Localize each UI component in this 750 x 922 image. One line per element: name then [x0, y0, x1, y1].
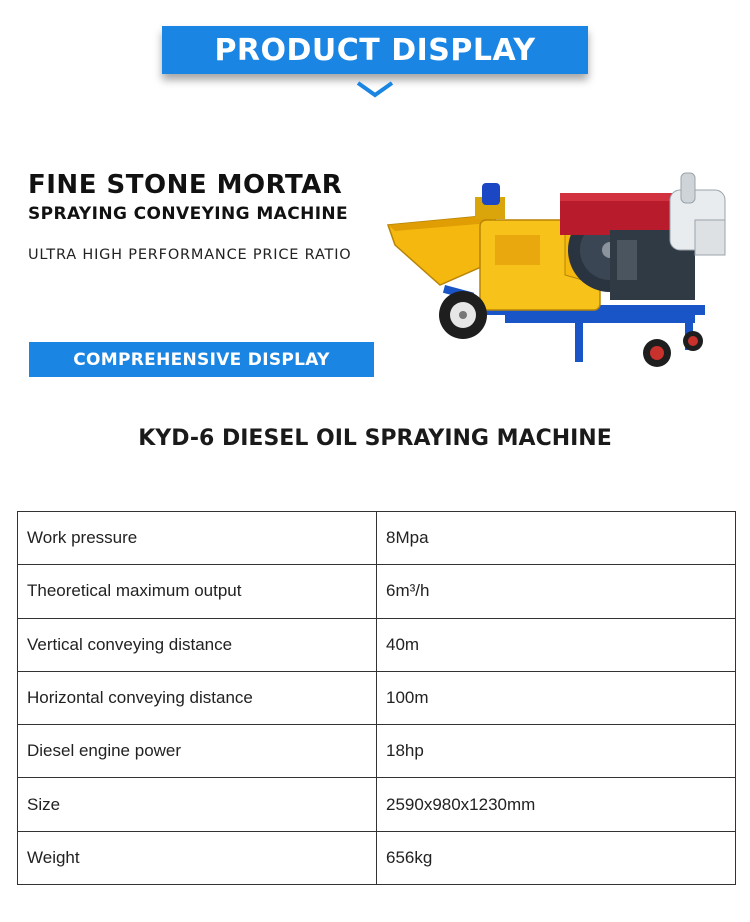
product-subheadline: SPRAYING CONVEYING MACHINE	[28, 204, 349, 224]
table-row	[18, 725, 736, 778]
spec-value: 40m	[377, 618, 736, 671]
spec-value: 18hp	[377, 725, 736, 778]
spec-label: Horizontal conveying distance	[18, 671, 377, 724]
banner-title: PRODUCT DISPLAY	[214, 32, 536, 68]
specifications-table	[17, 511, 736, 885]
spec-label: Theoretical maximum output	[18, 565, 377, 618]
section-title: KYD-6 DIESEL OIL SPRAYING MACHINE	[138, 426, 612, 451]
spec-label: Diesel engine power	[18, 725, 377, 778]
spec-label: Weight	[18, 831, 377, 884]
table-row	[18, 671, 736, 724]
spec-value: 2590x980x1230mm	[377, 778, 736, 831]
comprehensive-display-label: COMPREHENSIVE DISPLAY	[73, 349, 330, 370]
table-row	[18, 565, 736, 618]
spraying-machine-image	[385, 165, 745, 385]
spec-label: Size	[18, 778, 377, 831]
spec-value: 656kg	[377, 831, 736, 884]
product-headline: FINE STONE MORTAR	[28, 170, 343, 200]
table-row	[18, 618, 736, 671]
table-row	[18, 512, 736, 565]
product-tagline: ULTRA HIGH PERFORMANCE PRICE RATIO	[28, 247, 352, 263]
table-row	[18, 778, 736, 831]
comprehensive-display-button[interactable]	[29, 342, 374, 377]
product-display-banner	[162, 26, 588, 74]
chevron-down-icon	[355, 80, 395, 98]
spec-value: 100m	[377, 671, 736, 724]
spec-label: Work pressure	[18, 512, 377, 565]
table-row	[18, 831, 736, 884]
spec-value: 8Mpa	[377, 512, 736, 565]
spec-label: Vertical conveying distance	[18, 618, 377, 671]
spec-value: 6m³/h	[377, 565, 736, 618]
